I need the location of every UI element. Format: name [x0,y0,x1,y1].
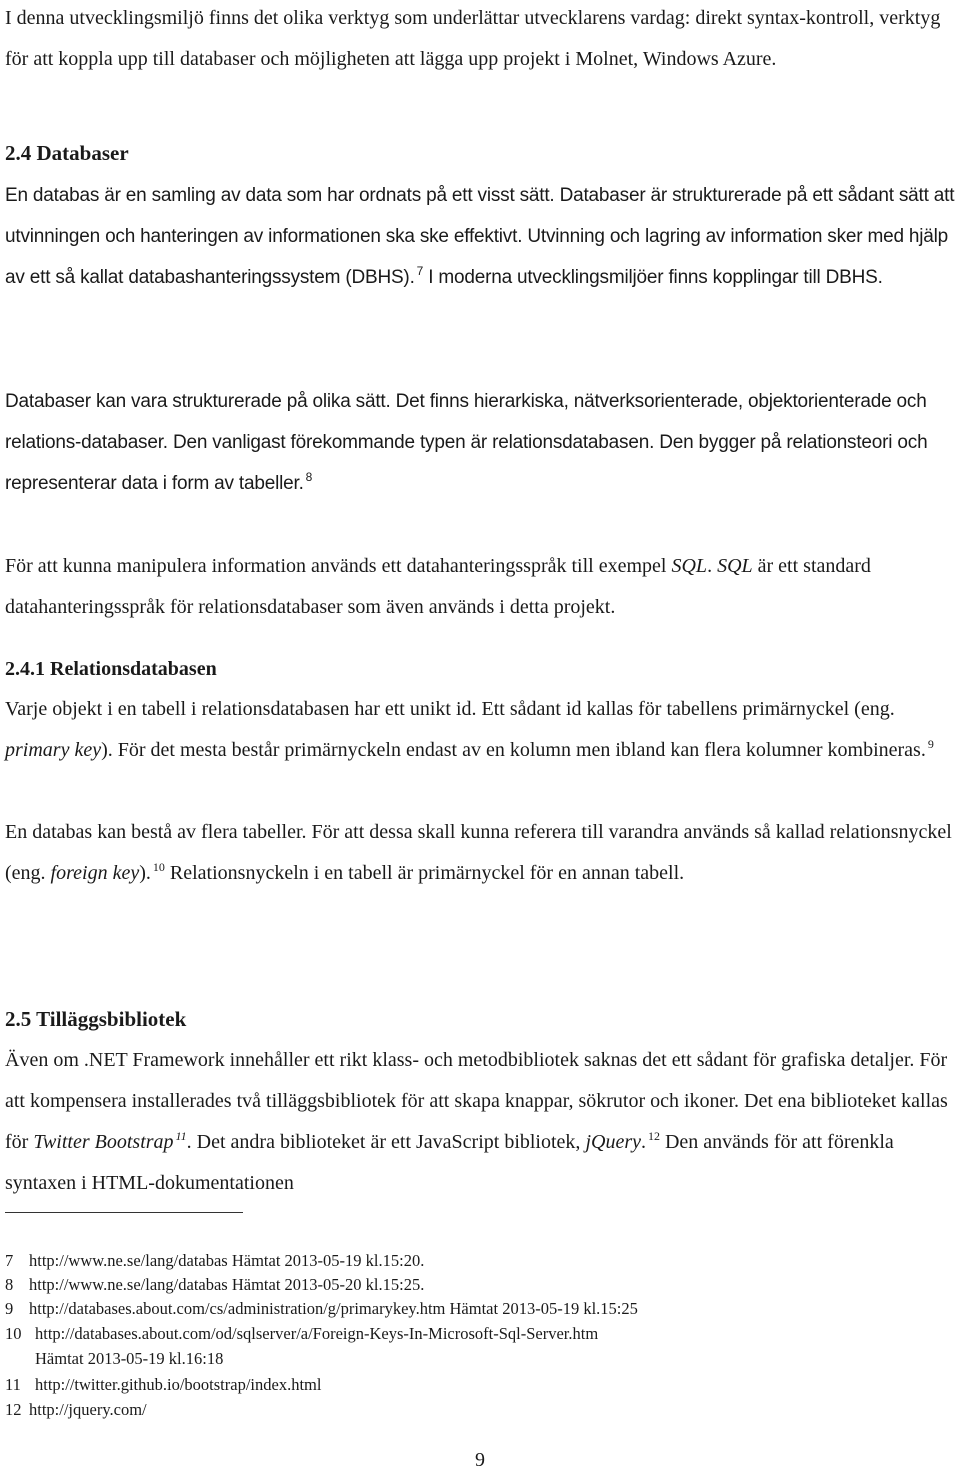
footnote-number: 7 [5,1251,14,1270]
footnote-8 [5,1273,945,1298]
page-number: 9 [475,1449,485,1471]
footnote-7 [5,1249,945,1274]
paragraph-text: . [640,1131,646,1153]
paragraph-text: . Det andra biblioteket är ett JavaScript bibliotek, [186,1131,586,1153]
footnote-number: 12 [5,1400,22,1419]
paragraph-foreign-key [5,812,957,894]
footnote-number: 10 [5,1324,22,1343]
paragraph-primary-key [5,689,957,771]
paragraph-text: Den används för att förenkla syntaxen i HTML-dokumentationen [5,1131,894,1194]
italic-term-twitter-bootstrap: Twitter Bootstrap [33,1131,174,1153]
paragraph-database-types [5,381,957,504]
footnote-link[interactable]: http://databases.about.com/cs/administration/g/primarykey.htm Hämtat 2013-05-19 kl.15:25 [29,1299,638,1318]
paragraph-text: En databas är en samling av data som har ordnats på ett visst sätt. Databaser är strukturerade på ett sådant sätt att utvinningen och hanteringen av informationen ska ske effektivt. Utvinning och lagring av information sker med hjälp av ett så kallat databashanteringssystem (DBHS). [5,185,955,288]
footnote-separator [5,1212,243,1213]
paragraph-libraries [5,1040,957,1204]
footnote-ref-11[interactable]: 11 [175,1129,187,1143]
footnote-12 [5,1398,945,1423]
footnote-number: 11 [5,1375,21,1394]
footnote-number: 9 [5,1299,14,1318]
heading-2-4-1: 2.4.1 Relationsdatabasen [5,658,217,680]
paragraph-text: I moderna utvecklingsmiljöer finns kopplingar till DBHS. [423,267,883,288]
paragraph-text: ). [139,862,151,884]
italic-term-primary-key: primary key [5,739,102,761]
footnote-ref-7[interactable]: 7 [416,264,424,278]
footnote-ref-12[interactable]: 12 [647,1129,660,1143]
paragraph-text: För att kunna manipulera information används ett datahanteringsspråk till exempel [5,555,672,577]
footnote-11 [5,1373,945,1398]
footnote-10-continuation: Hämtat 2013-05-19 kl.16:18 [35,1349,224,1368]
paragraph-text: Även om .NET Framework innehåller ett rikt klass- och metodbibliotek saknas det ett sådant för grafiska detaljer. För att kompensera installerades två tilläggsbibliotek för att skapa knappar, sökrutor och ikoner. Det ena biblioteket kallas för [5,1049,948,1153]
footnote-9 [5,1297,945,1322]
intro-paragraph [5,0,957,80]
italic-term-sql: SQL [717,555,753,577]
paragraph-text: ). För det mesta består primärnyckeln endast av en kolumn men ibland kan flera kolumner kombineras. [101,739,926,761]
paragraph-databas-definition [5,175,957,298]
paragraph-text: är ett standard datahanteringsspråk för relationsdatabaser som även används i detta projekt. [5,555,871,618]
paragraph-text: Relationsnyckeln i en tabell är primärnyckel för en annan tabell. [164,862,685,884]
intro-text: I denna utvecklingsmiljö finns det olika verktyg som underlättar utvecklarens vardag: direkt syntax-kontroll, verktyg för att koppla upp till databaser och möjligheten att lägga upp projekt i Molnet, Windows Azure. [5,7,941,70]
paragraph-text: Varje objekt i en tabell i relationsdatabasen har ett unikt id. Ett sådant id kallas för tabellens primärnyckel (eng. [5,698,895,720]
italic-term-sql: SQL [671,555,708,577]
heading-2-4: 2.4 Databaser [5,141,129,165]
footnote-ref-10[interactable]: 10 [152,860,165,874]
footnote-ref-9[interactable]: 9 [927,737,934,751]
footnote-link[interactable]: http://twitter.github.io/bootstrap/index.html [35,1375,322,1394]
paragraph-text: Databaser kan vara strukturerade på olika sätt. Det finns hierarkiska, nätverksorienterade, objektorienterade och relations-databaser. Den vanligast förekommande typen är relationsdatabasen. Den bygger på relationsteori och representerar data i form av tabeller. [5,391,928,494]
footnote-link[interactable]: http://jquery.com/ [29,1400,147,1419]
footnote-number: 8 [5,1275,14,1294]
italic-term-jquery: jQuery [585,1131,641,1153]
footnote-10 [5,1322,945,1347]
paragraph-text: . [707,555,718,577]
heading-2-5: 2.5 Tilläggsbibliotek [5,1007,187,1031]
italic-term-foreign-key: foreign key [50,862,140,884]
footnote-link[interactable]: http://www.ne.se/lang/databas Hämtat 2013-05-19 kl.15:20. [29,1251,425,1270]
footnote-ref-8[interactable]: 8 [305,470,313,484]
paragraph-sql [5,546,957,628]
footnote-link[interactable]: http://databases.about.com/od/sqlserver/a/Foreign-Keys-In-Microsoft-Sql-Server.htm [35,1324,599,1343]
footnote-link[interactable]: http://www.ne.se/lang/databas Hämtat 2013-05-20 kl.15:25. [29,1275,425,1294]
paragraph-text: En databas kan bestå av flera tabeller. För att dessa skall kunna referera till varandra används så kallad relationsnyckel (eng. [5,821,952,884]
